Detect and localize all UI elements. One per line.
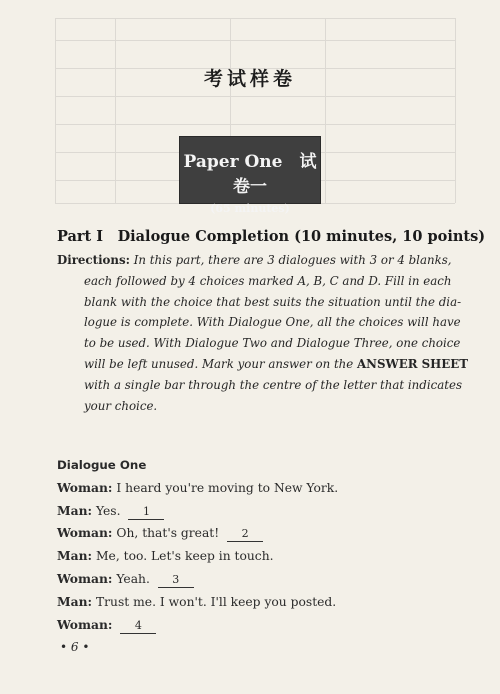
- part-title: Part I Dialogue Completion (10 minutes, 10 points): [57, 228, 486, 245]
- dialogue-line: [57, 477, 472, 500]
- utterance: Me, too. Let's keep in touch.: [92, 549, 274, 564]
- dialogue-one: [57, 454, 472, 636]
- speaker-label: Woman:: [57, 525, 113, 541]
- directions-line: will be left unused. Mark your answer on the: [84, 356, 354, 371]
- dialogue-line: [57, 500, 472, 523]
- speaker-label: Man:: [57, 593, 93, 609]
- exam-title: 考试样卷: [203, 68, 296, 90]
- answer-blank-3[interactable]: 3: [158, 573, 194, 588]
- answer-blank-4[interactable]: 4: [120, 619, 156, 634]
- answer-sheet-emphasis: ANSWER SHEET: [357, 356, 469, 371]
- answer-blank-2[interactable]: 2: [227, 527, 263, 542]
- dialogue-heading: Dialogue One: [57, 458, 147, 472]
- directions-line: your choice.: [84, 398, 158, 413]
- dialogue-line: [57, 545, 472, 568]
- directions-line: each followed by 4 choices marked A, B, C and D. Fill in each: [84, 273, 452, 288]
- speaker-label: Woman:: [57, 570, 113, 586]
- paper-one-banner: [180, 137, 320, 215]
- directions-line: blank with the choice that best suits the situation until the dia-: [84, 294, 462, 309]
- directions-lead: Directions:: [57, 253, 130, 267]
- directions-line: to be used. With Dialogue Two and Dialogue Three, one choice: [84, 336, 461, 351]
- paper-duration: (65 minutes): [210, 202, 290, 215]
- utterance: Yes.: [92, 503, 121, 518]
- utterance: Oh, that's great!: [112, 526, 220, 541]
- utterance: Yeah.: [112, 571, 150, 586]
- directions-line: In this part, there are 3 dialogues with 3 or 4 blanks,: [130, 253, 452, 267]
- speaker-label: Woman:: [57, 616, 113, 632]
- page-number: • 6 •: [60, 640, 90, 654]
- dialogue-line: [57, 591, 472, 614]
- directions-line: logue is complete. With Dialogue One, all the choices will have: [84, 315, 461, 330]
- utterance: Trust me. I won't. I'll keep you posted.: [92, 594, 337, 609]
- speaker-label: Man:: [57, 548, 93, 564]
- dialogue-line: [57, 522, 472, 545]
- directions: [57, 250, 472, 416]
- dialogue-line: [57, 614, 472, 637]
- answer-blank-1[interactable]: 1: [128, 505, 164, 520]
- utterance: I heard you're moving to New York.: [112, 480, 339, 495]
- speaker-label: Woman:: [57, 479, 113, 495]
- directions-line: with a single bar through the centre of the letter that indicates: [84, 377, 463, 392]
- dialogue-line: [57, 568, 472, 591]
- speaker-label: Man:: [57, 502, 93, 518]
- paper-title: Paper One 试卷一: [183, 152, 317, 197]
